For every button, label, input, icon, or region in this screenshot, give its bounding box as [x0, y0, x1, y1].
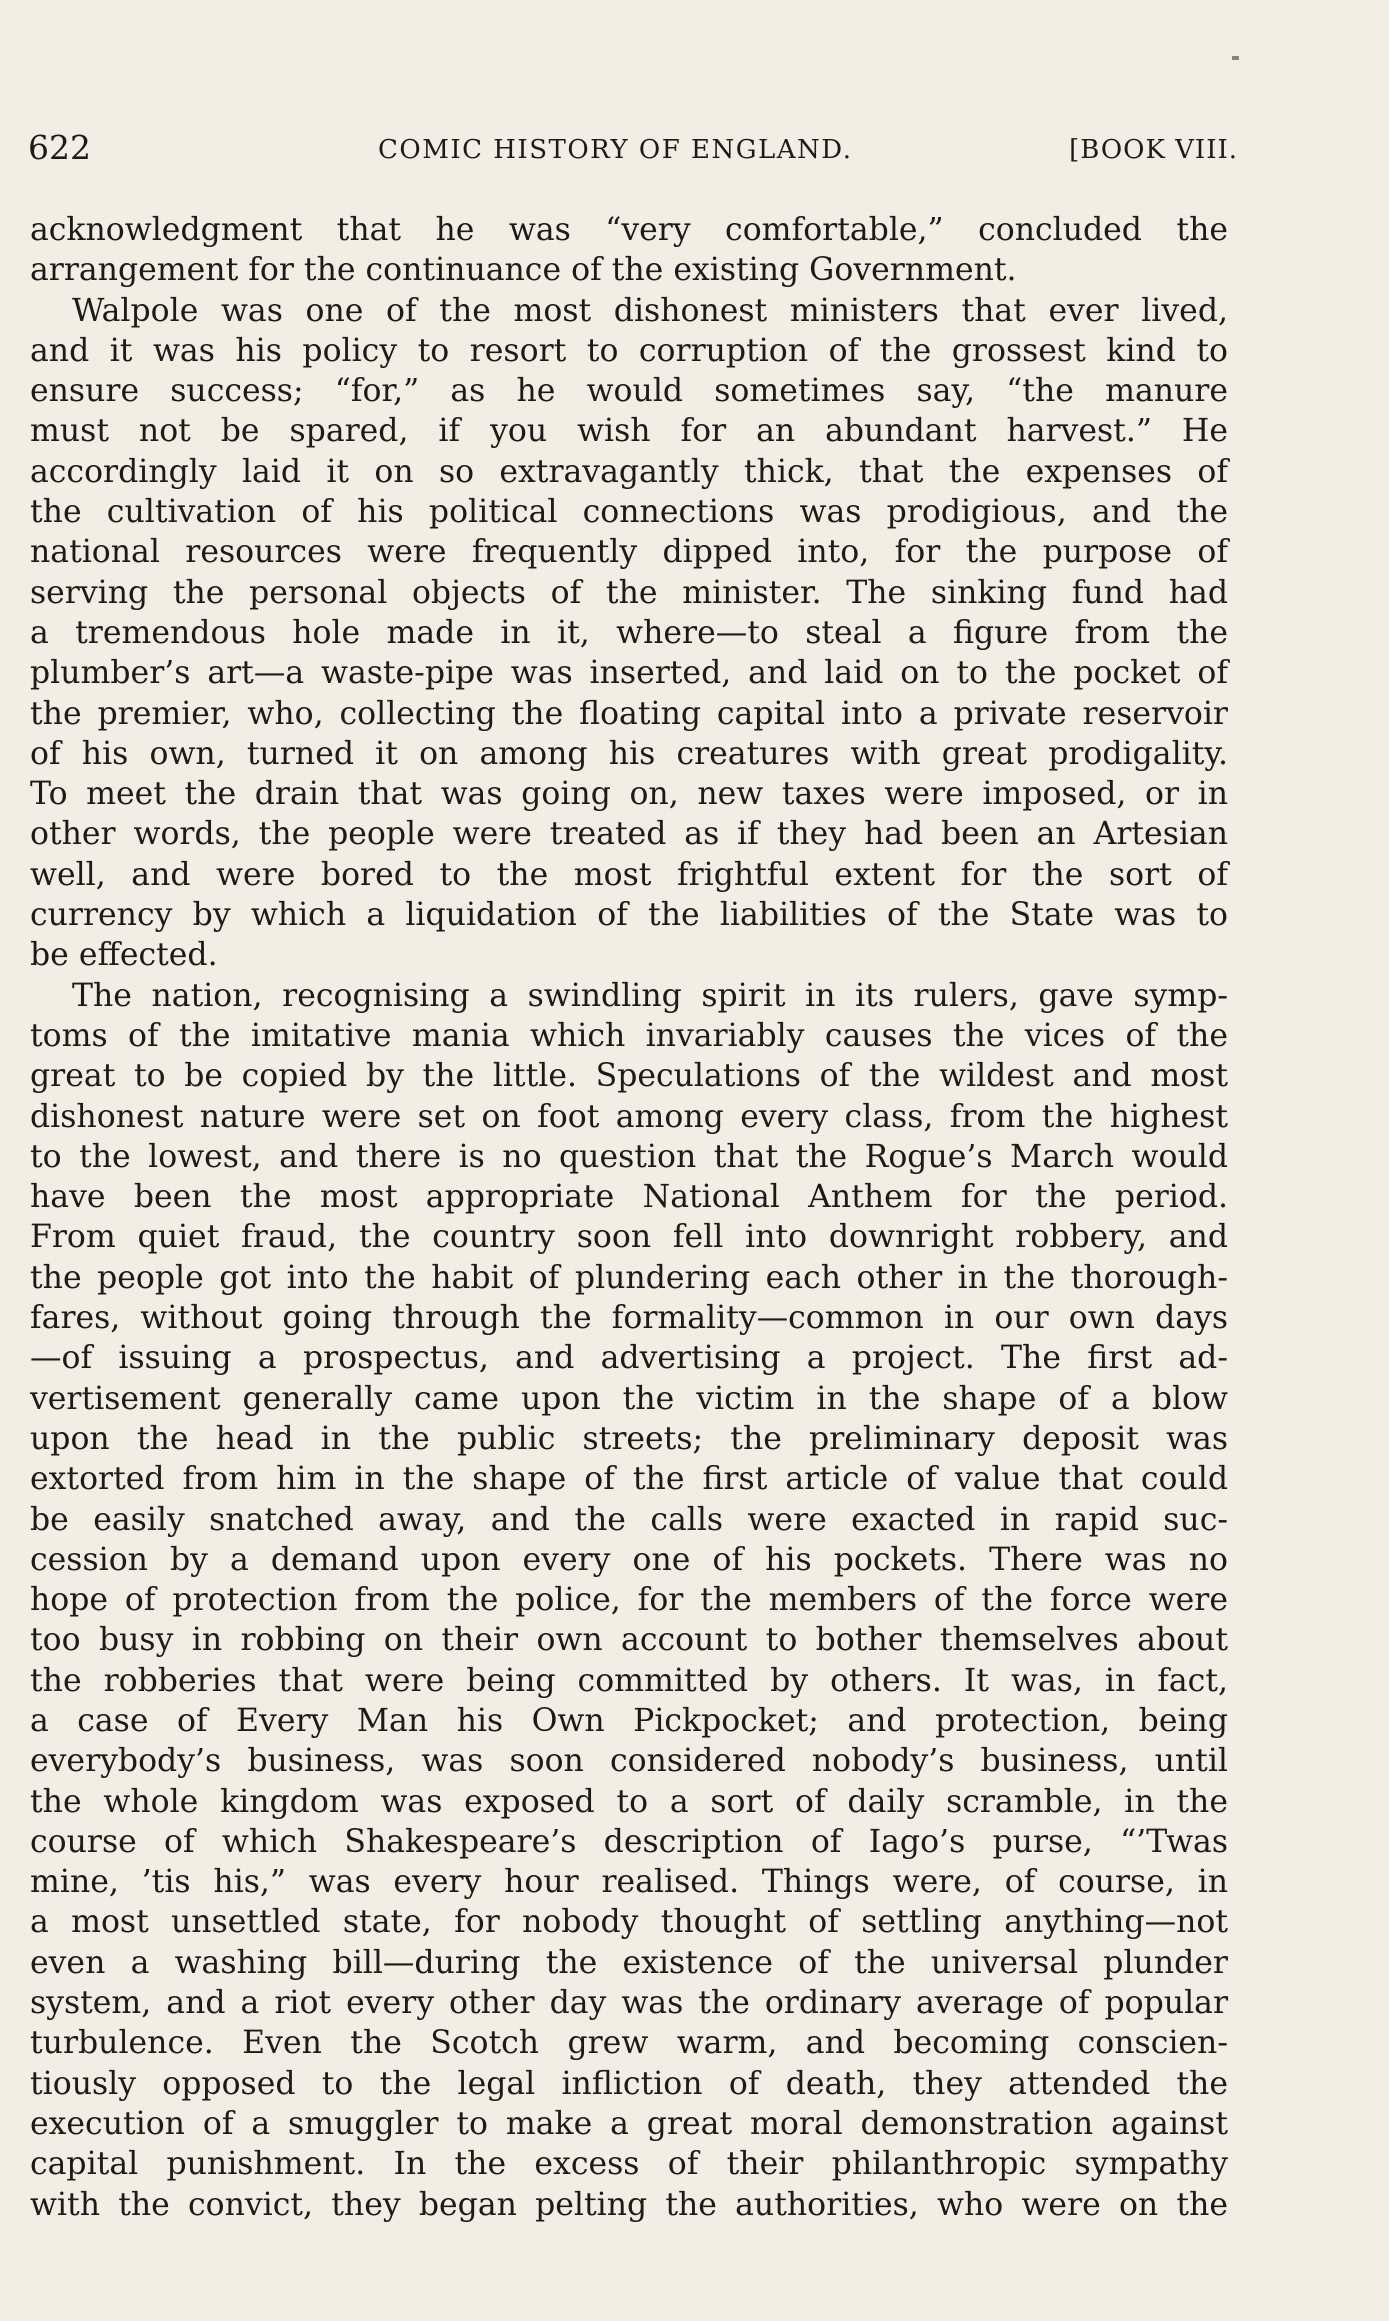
- text-line: course of which Shakespeare’s description of Iago’s purse, “’Twas: [30, 1823, 1228, 1860]
- text-line: the people got into the habit of plundering each other in the thorough-: [30, 1259, 1228, 1296]
- text-line: a most unsettled state, for nobody thought of settling anything—not: [30, 1904, 1228, 1941]
- text-line: extorted from him in the shape of the first article of value that could: [30, 1461, 1228, 1498]
- page-header: [28, 128, 1238, 168]
- text-line: cession by a demand upon every one of his pockets. There was no: [30, 1541, 1228, 1578]
- book-reference: [BOOK VIII.: [1069, 135, 1238, 165]
- text-line: mine, ’tis his,” was every hour realised. Things were, of course, in: [30, 1864, 1228, 1901]
- body-text: [30, 210, 1228, 2225]
- text-line: everybody’s business, was soon considered nobody’s business, until: [30, 1743, 1228, 1780]
- text-line: a tremendous hole made in it, where—to steal a figure from the: [30, 614, 1228, 651]
- text-line: have been the most appropriate National Anthem for the period.: [30, 1179, 1228, 1216]
- text-line: currency by which a liquidation of the liabilities of the State was to: [30, 897, 1228, 934]
- text-line: arrangement for the continuance of the existing Government.: [30, 252, 1017, 289]
- text-line: great to be copied by the little. Speculations of the wildest and most: [30, 1058, 1228, 1095]
- text-line: with the convict, they began pelting the authorities, who were on the: [30, 2186, 1228, 2223]
- text-line: turbulence. Even the Scotch grew warm, and becoming conscien-: [30, 2025, 1228, 2062]
- text-line: the premier, who, collecting the floating capital into a private reservoir: [30, 695, 1228, 732]
- text-line: a case of Every Man his Own Pickpocket; and protection, being: [30, 1702, 1228, 1739]
- text-line: even a washing bill—during the existence of the universal plunder: [30, 1944, 1228, 1981]
- text-line: the robberies that were being committed by others. It was, in fact,: [30, 1662, 1228, 1699]
- text-line: fares, without going through the formality—common in our own days: [30, 1300, 1228, 1337]
- running-title: COMIC HISTORY OF ENGLAND.: [378, 135, 853, 165]
- page-number: 622: [28, 128, 91, 167]
- text-line: and it was his policy to resort to corruption of the grossest kind to: [30, 332, 1228, 369]
- text-line: national resources were frequently dipped into, for the purpose of: [30, 534, 1228, 571]
- text-line: accordingly laid it on so extravagantly thick, that the expenses of: [30, 453, 1228, 490]
- text-line: be effected.: [30, 937, 218, 974]
- text-line: well, and were bored to the most frightful extent for the sort of: [30, 856, 1228, 893]
- text-line: system, and a riot every other day was the ordinary average of popular: [30, 1985, 1228, 2022]
- text-line: ensure success; “for,” as he would sometimes say, “the manure: [30, 373, 1228, 410]
- text-line: the whole kingdom was exposed to a sort of daily scramble, in the: [30, 1783, 1228, 1820]
- text-line: be easily snatched away, and the calls were exacted in rapid suc-: [30, 1501, 1228, 1538]
- text-line: hope of protection from the police, for the members of the force were: [30, 1582, 1228, 1619]
- text-line: upon the head in the public streets; the preliminary deposit was: [30, 1420, 1228, 1457]
- text-line: The nation, recognising a swindling spirit in its rulers, gave symp-: [72, 977, 1228, 1014]
- text-line: toms of the imitative mania which invariably causes the vices of the: [30, 1017, 1228, 1054]
- text-line: other words, the people were treated as if they had been an Artesian: [30, 816, 1228, 853]
- text-line: vertisement generally came upon the victim in the shape of a blow: [30, 1380, 1228, 1417]
- text-line: to the lowest, and there is no question that the Rogue’s March would: [30, 1138, 1228, 1175]
- text-line: capital punishment. In the excess of their philanthropic sympathy: [30, 2146, 1228, 2183]
- text-line: Walpole was one of the most dishonest ministers that ever lived,: [72, 292, 1228, 329]
- text-line: To meet the drain that was going on, new taxes were imposed, or in: [30, 776, 1228, 813]
- text-line: From quiet fraud, the country soon fell into downright robbery, and: [30, 1219, 1228, 1256]
- text-line: serving the personal objects of the minister. The sinking fund had: [30, 574, 1228, 611]
- text-line: dishonest nature were set on foot among every class, from the highest: [30, 1098, 1228, 1135]
- text-line: too busy in robbing on their own account to bother themselves about: [30, 1622, 1228, 1659]
- text-line: of his own, turned it on among his creatures with great prodigality.: [30, 735, 1228, 772]
- text-line: acknowledgment that he was “very comfortable,” concluded the: [30, 212, 1228, 248]
- text-line: must not be spared, if you wish for an abundant harvest.” He: [30, 413, 1228, 450]
- print-speck: [1232, 56, 1239, 60]
- text-line: the cultivation of his political connections was prodigious, and the: [30, 494, 1228, 531]
- text-line: tiously opposed to the legal infliction of death, they attended the: [30, 2065, 1228, 2102]
- text-line: —of issuing a prospectus, and advertising a project. The first ad-: [30, 1340, 1228, 1377]
- text-line: execution of a smuggler to make a great moral demonstration against: [30, 2105, 1228, 2142]
- text-line: plumber’s art—a waste-pipe was inserted, and laid on to the pocket of: [30, 655, 1228, 692]
